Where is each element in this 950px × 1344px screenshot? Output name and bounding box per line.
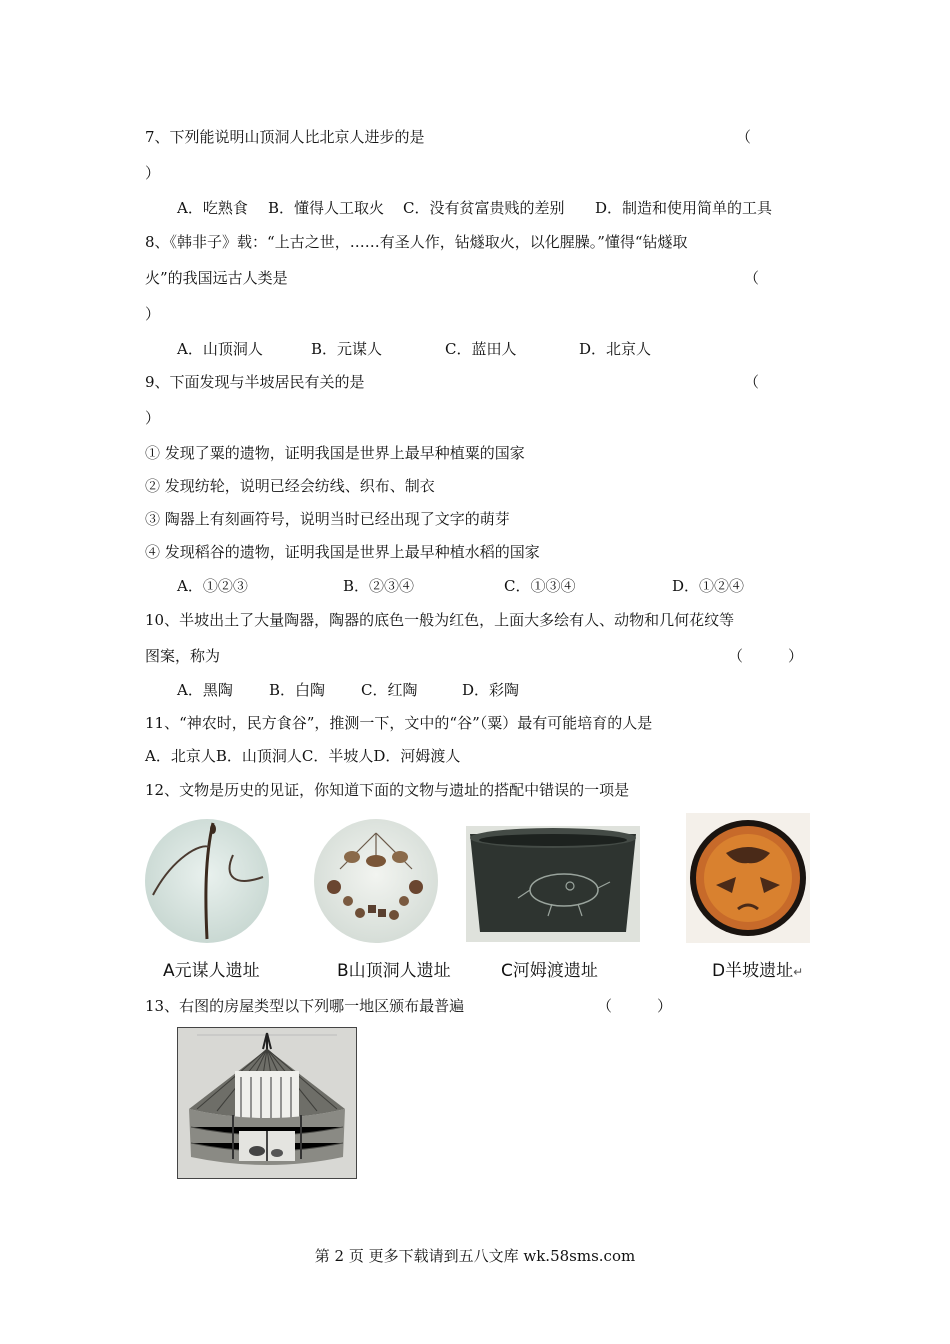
q7-stem: 7、下列能说明山顶洞人比北京人进步的是	[145, 128, 425, 146]
q10-option-d: D．彩陶	[462, 681, 520, 699]
caption-c: C河姆渡遗址	[501, 961, 598, 981]
q10-paren: （ ）	[728, 647, 804, 665]
page-footer: 第 2 页 更多下载请到五八文库 wk.58sms.com	[314, 1247, 636, 1265]
q9-paren-open: （	[744, 373, 760, 391]
ornament-necklace-image	[312, 817, 440, 945]
q9-option-c: C．①③④	[504, 577, 576, 595]
q8-paren-open: （	[744, 269, 760, 287]
q11-stem: 11、“神农时，民方食谷”，推测一下，文中的“谷”（粟）最有可能培育的人是	[145, 714, 653, 732]
painted-pottery-basin-image	[686, 813, 810, 943]
q7-option-d: D．制造和使用简单的工具	[595, 199, 773, 217]
q8-option-b: B．元谋人	[311, 340, 383, 358]
q10-stem-line2: 图案，称为	[145, 647, 221, 665]
q12-stem: 12、文物是历史的见证，你知道下面的文物与遗址的搭配中错误的一项是	[145, 781, 630, 799]
bone-needle-image	[143, 817, 271, 945]
q9-option-a: A．①②③	[177, 577, 248, 595]
q9-option-b: B．②③④	[343, 577, 415, 595]
caption-d-text: D半坡遗址	[712, 961, 794, 981]
caption-d	[712, 956, 803, 981]
q11-options: A．北京人B．山顶洞人C．半坡人D．河姆渡人	[145, 747, 461, 765]
q8-option-a: A．山顶洞人	[177, 340, 263, 358]
q8-option-d: D．北京人	[579, 340, 652, 358]
q9-paren-close: ）	[145, 409, 161, 427]
q8-option-c: C．蓝田人	[445, 340, 517, 358]
q10-option-c: C．红陶	[361, 681, 418, 699]
q8-stem-line2: 火”的我国远古人类是	[145, 269, 288, 287]
q10-stem-line1: 10、半坡出土了大量陶器，陶器的底色一般为红色，上面大多绘有人、动物和几何花纹等	[145, 611, 735, 629]
q13-stem: 13、右图的房屋类型以下列哪一地区颁布最普遍	[145, 997, 465, 1015]
q10-option-b: B．白陶	[269, 681, 326, 699]
q7-option-c: C．没有贫富贵贱的差别	[403, 199, 565, 217]
q9-item-2: ② 发现纺轮，说明已经会纺线、织布、制衣	[145, 477, 435, 495]
q9-item-4: ④ 发现稻谷的遗物，证明我国是世界上最早种植水稻的国家	[145, 543, 540, 561]
q7-option-a: A．吃熟食	[177, 199, 248, 217]
q9-item-1: ① 发现了粟的遗物，证明我国是世界上最早种植粟的国家	[145, 444, 525, 462]
q9-item-3: ③ 陶器上有刻画符号，说明当时已经出现了文字的萌芽	[145, 510, 510, 528]
q8-paren-close: ）	[145, 305, 161, 323]
q7-paren-open: （	[736, 128, 752, 146]
q13-paren: （ ）	[597, 997, 673, 1015]
q9-stem: 9、下面发现与半坡居民有关的是	[145, 373, 365, 391]
round-thatched-house-image	[177, 1027, 357, 1179]
q10-option-a: A．黑陶	[177, 681, 233, 699]
q7-paren-close: ）	[145, 164, 161, 182]
pig-pattern-pottery-image	[466, 826, 640, 942]
q7-option-b: B．懂得人工取火	[268, 199, 385, 217]
q9-option-d: D．①②④	[672, 577, 745, 595]
caption-b: B山顶洞人遗址	[337, 961, 451, 981]
q8-stem-line1: 8、《韩非子》载：“上古之世，……有圣人作，钻燧取火，以化腥臊。”懂得“钻燧取	[145, 233, 688, 251]
paragraph-mark: ↵	[793, 965, 804, 979]
caption-a: A元谋人遗址	[163, 961, 260, 981]
